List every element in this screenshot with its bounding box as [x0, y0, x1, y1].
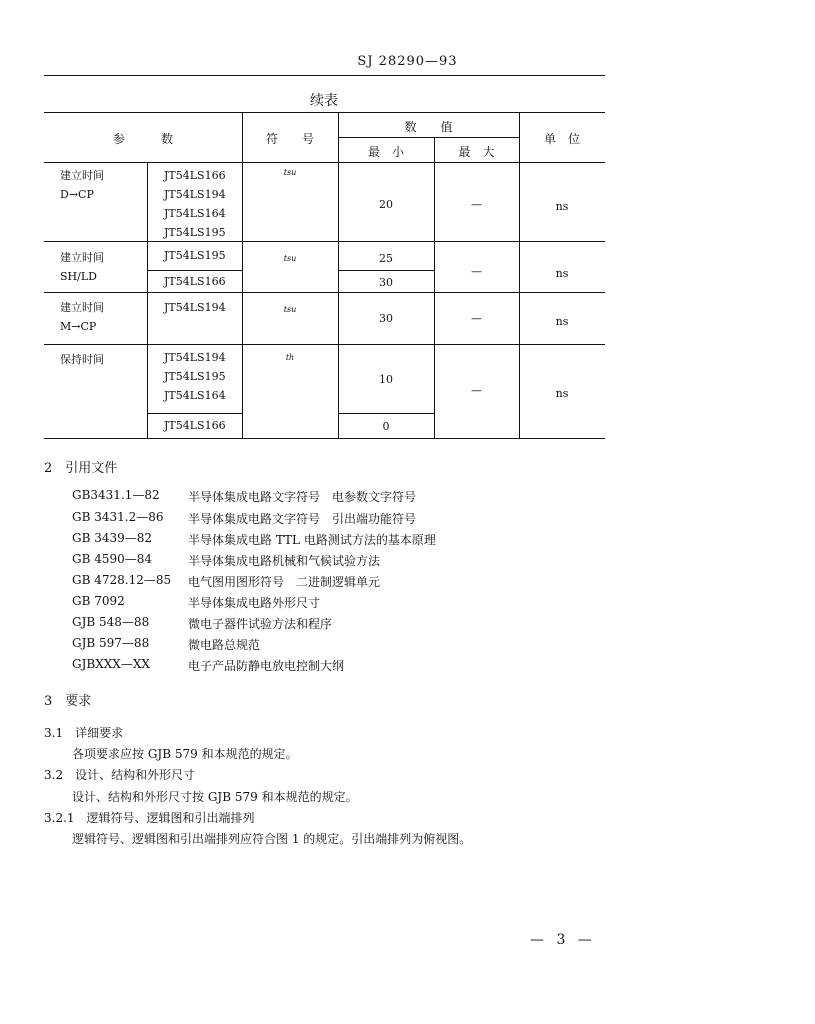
- ref-code: GB 7092: [72, 594, 125, 608]
- col-divider-device: [147, 162, 148, 438]
- row4-device-last: JT54LS166: [164, 419, 226, 432]
- row2-device-a: JT54LS195: [164, 249, 226, 262]
- row1-min: 20: [379, 198, 393, 211]
- ref-code: GB 3431.2—86: [72, 510, 164, 524]
- device-code: JT54LS164: [164, 389, 226, 402]
- param-line: 保持时间: [60, 353, 104, 366]
- table-caption: 续表: [310, 93, 338, 109]
- row3-max: —: [471, 312, 482, 325]
- row4-max: —: [471, 384, 482, 397]
- section-3-heading: 3 要求: [44, 694, 92, 709]
- device-code: JT54LS166: [164, 169, 226, 182]
- row1-symbol: tsu: [283, 168, 297, 177]
- device-code: JT54LS194: [164, 188, 226, 201]
- row3-bottom-rule: [44, 344, 605, 345]
- section-3-2-1-heading: 3.2.1 逻辑符号、逻辑图和引出端排列: [44, 811, 255, 825]
- ref-title: 半导体集成电路机械和气候试验方法: [188, 554, 381, 568]
- ref-code: GB 4590—84: [72, 552, 153, 566]
- section-3-1-text: 各项要求应按 GJB 579 和本规范的规定。: [72, 747, 298, 761]
- row4-min-b: 0: [382, 420, 390, 433]
- param-line: 建立时间: [60, 301, 104, 314]
- row3-min: 30: [379, 312, 393, 325]
- device-code: JT54LS195: [164, 370, 226, 383]
- row2-min-b: 30: [379, 276, 393, 289]
- header-value: 数 值: [404, 120, 453, 134]
- document-code: SJ 28290—93: [357, 54, 458, 69]
- ref-code: GB 4728.12—85: [72, 573, 172, 587]
- header-param: 参 数: [112, 132, 173, 146]
- header-symbol: 符 号: [265, 132, 314, 146]
- ref-title: 微电子器件试验方法和程序: [188, 617, 333, 631]
- section-3-1-heading: 3.1 详细要求: [44, 726, 124, 740]
- row1-max: —: [471, 198, 482, 211]
- ref-title: 电气图用图形符号 二进制逻辑单元: [188, 575, 381, 589]
- device-code: JT54LS194: [164, 351, 226, 364]
- row3-unit: ns: [555, 315, 569, 328]
- param-line: M→CP: [60, 320, 97, 333]
- ref-title: 半导体集成电路外形尺寸: [188, 596, 321, 610]
- param-line: D→CP: [60, 188, 94, 201]
- ref-code: GB 3439—82: [72, 531, 153, 545]
- section-3-2-text: 设计、结构和外形尺寸按 GJB 579 和本规范的规定。: [72, 790, 358, 804]
- header-unit: 单 位: [543, 132, 580, 146]
- row3-device: JT54LS194: [164, 301, 226, 314]
- ref-title: 半导体集成电路文字符号 电参数文字符号: [188, 490, 417, 504]
- row4-min-inner-rule: [338, 413, 434, 414]
- row4-param: [60, 350, 104, 369]
- row2-min-inner-rule: [338, 270, 434, 271]
- row1-bottom-rule: [44, 241, 605, 242]
- header-min: 最 小: [367, 145, 404, 159]
- table-top-rule: [44, 112, 605, 113]
- section-3-2-heading: 3.2 设计、结构和外形尺寸: [44, 768, 196, 782]
- device-code: JT54LS164: [164, 207, 226, 220]
- ref-title: 电子产品防静电放电控制大纲: [188, 659, 345, 673]
- param-line: 建立时间: [60, 169, 104, 182]
- row3-param: [60, 298, 104, 336]
- param-line: 建立时间: [60, 251, 104, 264]
- row3-symbol: tsu: [283, 305, 297, 314]
- ref-title: 半导体集成电路 TTL 电路测试方法的基本原理: [188, 533, 436, 547]
- row1-devices: [164, 166, 226, 242]
- row2-inner-rule: [147, 270, 242, 271]
- row4-symbol: th: [285, 353, 295, 362]
- section-3-2-1-text: 逻辑符号、逻辑图和引出端排列应符合图 1 的规定。引出端排列为俯视图。: [72, 832, 472, 846]
- col-divider-symbol: [242, 112, 243, 438]
- ref-code: GJBXXX—XX: [72, 657, 150, 671]
- device-code: JT54LS195: [164, 226, 226, 239]
- row2-device-b: JT54LS166: [164, 275, 226, 288]
- section-2-heading: 2 引用文件: [44, 461, 118, 476]
- row2-unit: ns: [555, 267, 569, 280]
- ref-code: GB3431.1—82: [72, 488, 160, 502]
- table-bottom-rule: [44, 438, 605, 439]
- ref-title: 微电路总规范: [188, 638, 261, 652]
- col-divider-value: [338, 112, 339, 438]
- header-rule: [44, 75, 605, 76]
- row4-min-a: 10: [379, 373, 393, 386]
- row1-param: [60, 166, 104, 204]
- ref-code: GJB 548—88: [72, 615, 150, 629]
- param-line: SH/LD: [60, 270, 97, 283]
- header-max: 最 大: [458, 145, 495, 159]
- header-bottom-rule: [44, 162, 605, 163]
- row2-min-a: 25: [379, 252, 393, 265]
- row4-unit: ns: [555, 387, 569, 400]
- row2-max: —: [471, 265, 482, 278]
- row2-symbol: tsu: [283, 254, 297, 263]
- row1-unit: ns: [555, 200, 569, 213]
- ref-code: GJB 597—88: [72, 636, 150, 650]
- row2-param: [60, 248, 104, 286]
- row4-inner-rule: [147, 413, 242, 414]
- row2-bottom-rule: [44, 292, 605, 293]
- page-number: — 3 —: [530, 932, 596, 948]
- value-subheader-rule: [338, 137, 519, 138]
- row4-devices: [164, 348, 226, 405]
- ref-title: 半导体集成电路文字符号 引出端功能符号: [188, 512, 417, 526]
